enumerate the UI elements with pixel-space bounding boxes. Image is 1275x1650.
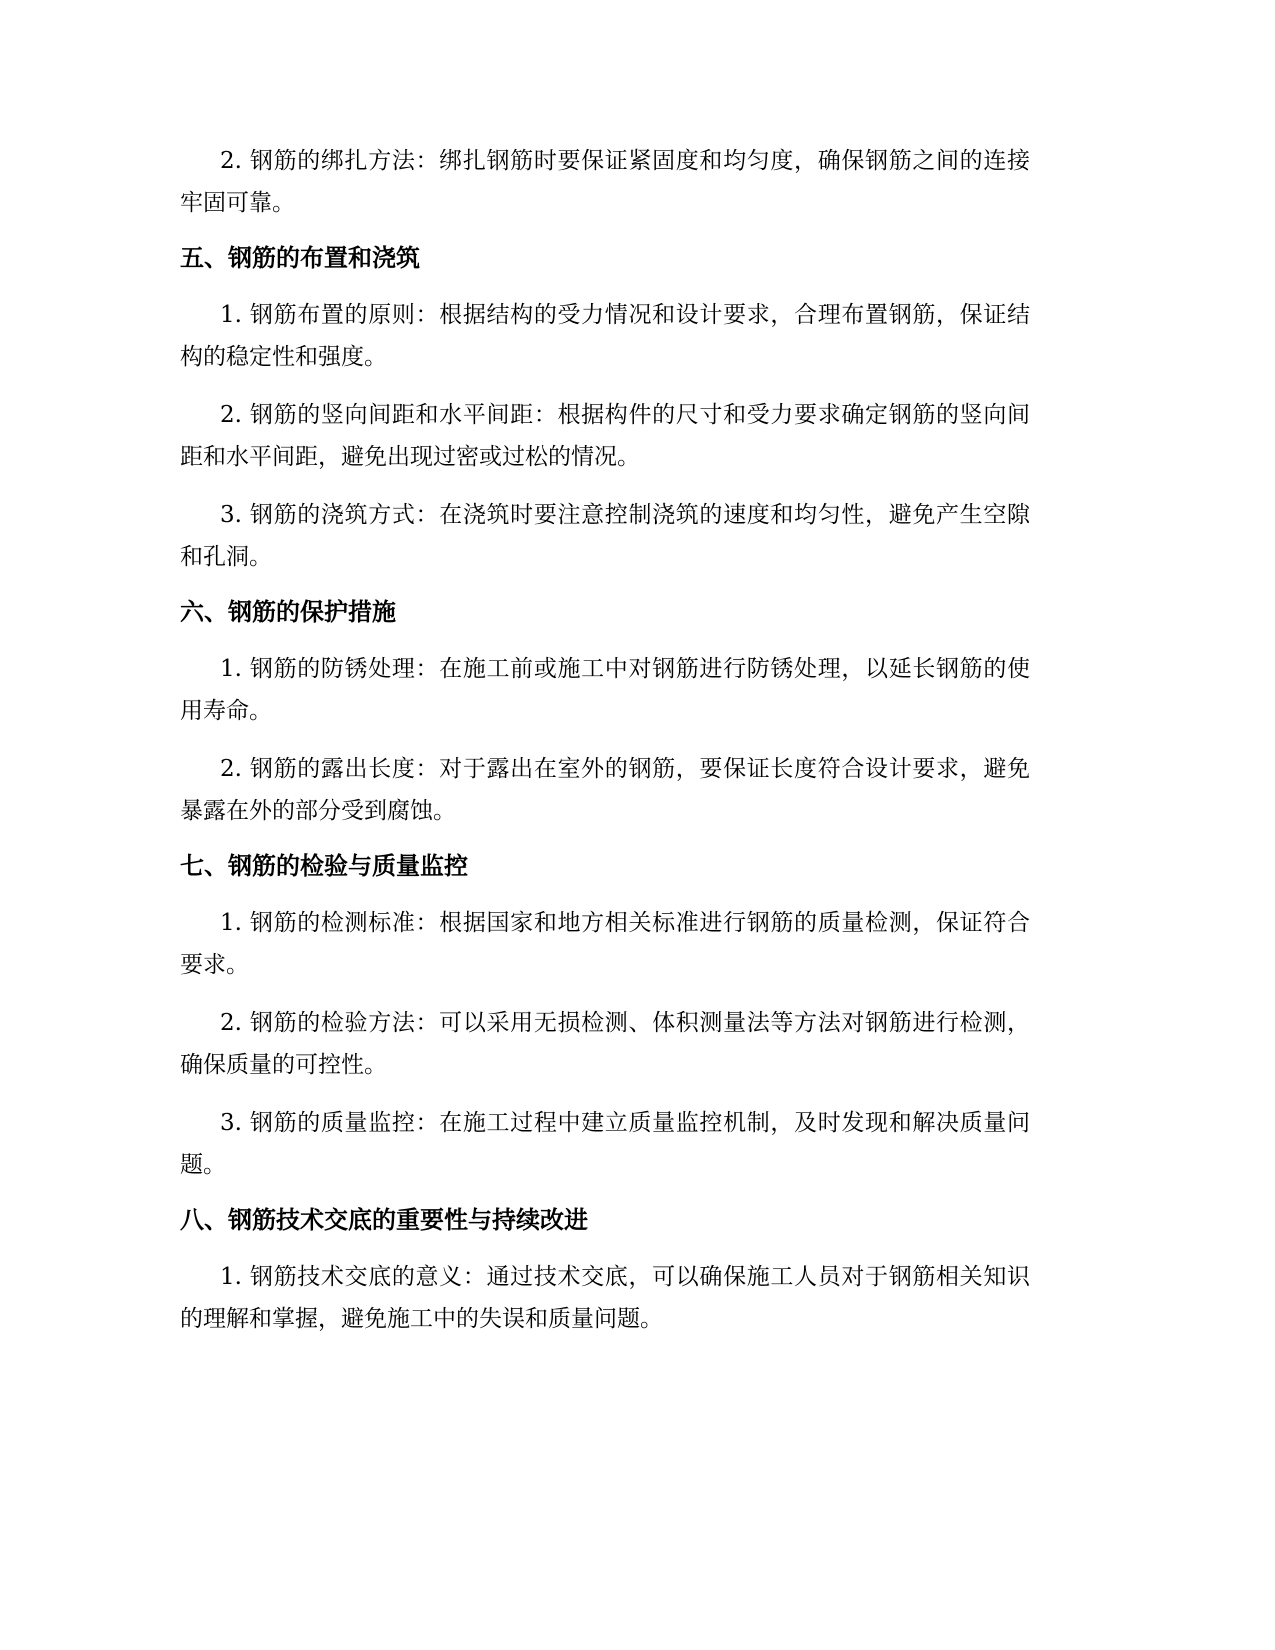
section-heading-5: 五、钢筋的布置和浇筑 [180,244,420,272]
section-heading-7: 七、钢筋的检验与质量监控 [180,852,468,880]
section-heading-6: 六、钢筋的保护措施 [180,598,396,626]
paragraph-layout-principle: 1. 钢筋布置的原则：根据结构的受力情况和设计要求，合理布置钢筋，保证结构的稳定性和强度。 [180,302,1030,370]
paragraph-spacing: 2. 钢筋的竖向间距和水平间距：根据构件的尺寸和受力要求确定钢筋的竖向间距和水平间距，避免出现过密或过松的情况。 [180,402,1030,470]
paragraph-testing-standard: 1. 钢筋的检测标准：根据国家和地方相关标准进行钢筋的质量检测，保证符合要求。 [180,910,1030,978]
section-heading-8: 八、钢筋技术交底的重要性与持续改进 [180,1206,588,1234]
paragraph-pouring-method: 3. 钢筋的浇筑方式：在浇筑时要注意控制浇筑的速度和均匀性，避免产生空隙和孔洞。 [180,502,1030,570]
paragraph-exposed-length: 2. 钢筋的露出长度：对于露出在室外的钢筋，要保证长度符合设计要求，避免暴露在外的部分受到腐蚀。 [180,756,1030,824]
document-page [180,140,1030,1356]
paragraph-testing-method: 2. 钢筋的检验方法：可以采用无损检测、体积测量法等方法对钢筋进行检测，确保质量的可控性。 [180,1010,1030,1078]
paragraph-binding-method: 2. 钢筋的绑扎方法：绑扎钢筋时要保证紧固度和均匀度，确保钢筋之间的连接牢固可靠。 [180,148,1030,216]
paragraph-briefing-significance: 1. 钢筋技术交底的意义：通过技术交底，可以确保施工人员对于钢筋相关知识的理解和掌握，避免施工中的失误和质量问题。 [180,1264,1030,1332]
paragraph-rust-protection: 1. 钢筋的防锈处理：在施工前或施工中对钢筋进行防锈处理，以延长钢筋的使用寿命。 [180,656,1030,724]
paragraph-quality-monitoring: 3. 钢筋的质量监控：在施工过程中建立质量监控机制，及时发现和解决质量问题。 [180,1110,1030,1178]
